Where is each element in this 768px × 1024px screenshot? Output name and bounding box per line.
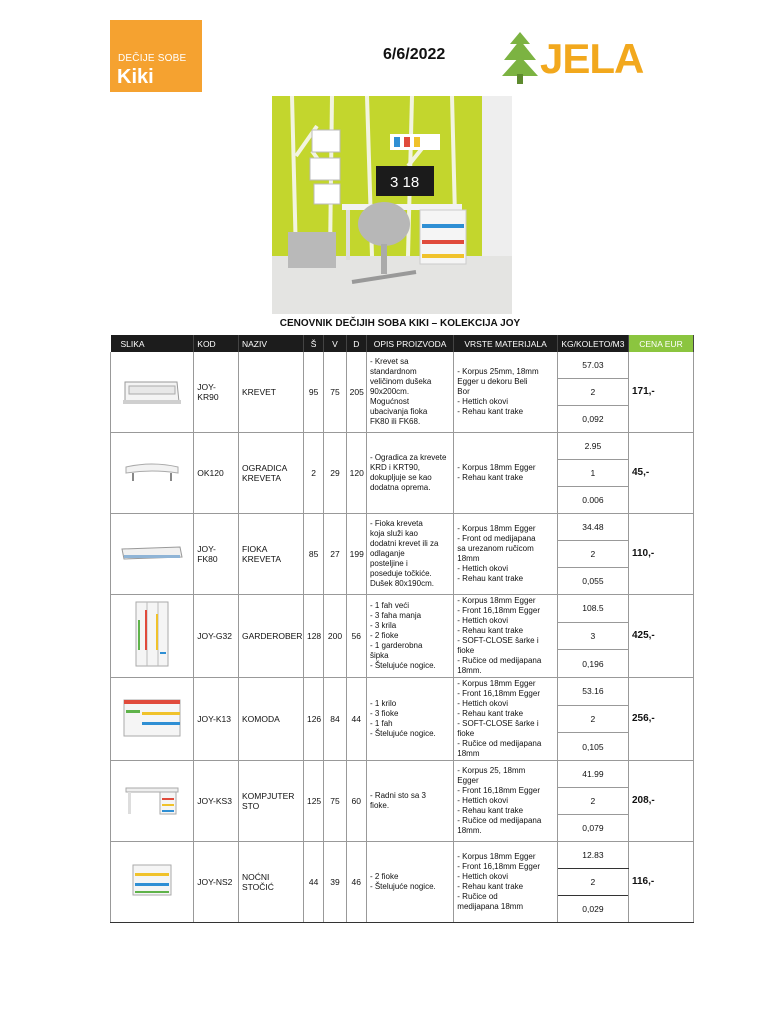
volume-m3: 0,079	[557, 815, 628, 842]
dimension-height: 39	[324, 842, 346, 923]
weight-kg: 34.48	[557, 514, 628, 541]
opis-line: Dušek 80x190cm.	[369, 579, 434, 588]
col-header-cena: CENA EUR	[628, 335, 693, 352]
opis-line: - Krevet sa	[369, 357, 409, 366]
volume-m3: 0,029	[557, 896, 628, 923]
opis-line: - Radni sto sa 3	[369, 791, 426, 800]
opis-line: - Štelujuće nogice.	[369, 882, 436, 891]
kiki-logo	[110, 20, 202, 92]
mat-line: 18mm	[457, 749, 480, 758]
dimension-height: 75	[324, 352, 346, 433]
mat-line: - Hettich okovi	[457, 564, 508, 573]
product-code: JOY-KR90	[194, 352, 239, 433]
price-eur: 425,-	[628, 595, 693, 678]
opis-line: - Štelujuće nogice.	[369, 729, 436, 738]
package-count: 1	[557, 460, 628, 487]
mat-line: 18mm.	[457, 826, 482, 835]
weight-kg: 57.03	[557, 352, 628, 379]
opis-line: - Štelujuće nogice.	[369, 661, 436, 670]
bed-image	[121, 400, 183, 410]
mat-line: - Hettich okovi	[457, 699, 508, 708]
price-eur: 256,-	[628, 678, 693, 761]
product-name: KOMODA	[238, 678, 303, 761]
product-name: KREVET	[238, 352, 303, 433]
product-description	[366, 595, 453, 678]
dimension-depth: 120	[346, 433, 366, 514]
mat-line: - Hettich okovi	[457, 796, 508, 805]
product-materials	[454, 678, 558, 761]
opis-line: - Fioka kreveta	[369, 519, 423, 528]
opis-line: veličinom dušeka	[369, 377, 432, 386]
package-count: 3	[557, 622, 628, 650]
mat-line: fioke	[457, 729, 475, 738]
dimension-height: 27	[324, 514, 346, 595]
opis-line: - 3 krila	[369, 621, 397, 630]
dimension-width: 126	[303, 678, 323, 761]
room-photo	[272, 96, 512, 314]
mat-line: - Front od medijapana	[457, 534, 536, 543]
col-header-dubina: D	[346, 335, 366, 352]
col-header-kg: KG/KOLETO/M3	[557, 335, 628, 352]
mat-line: - Rehau kant trake	[457, 574, 524, 583]
dimension-width: 125	[303, 761, 323, 842]
product-materials	[454, 842, 558, 923]
product-code: JOY-K13	[194, 678, 239, 761]
mat-line: - Ručice od	[457, 892, 498, 901]
opis-line: 90x200cm.	[369, 387, 410, 396]
mat-line: - Rehau kant trake	[457, 407, 524, 416]
opis-line: - 1 krilo	[369, 699, 397, 708]
col-header-slika: SLIKA	[111, 335, 194, 352]
product-name: OGRADICA KREVETA	[238, 433, 303, 514]
mat-line: - Korpus 25, 18mm	[457, 766, 526, 775]
opis-line: FK80 ili FK68.	[369, 417, 421, 426]
dimension-height: 29	[324, 433, 346, 514]
product-name: KOMPJUTER STO	[238, 761, 303, 842]
jela-tree-icon	[500, 30, 540, 86]
mat-line: - Korpus 18mm Egger	[457, 524, 536, 533]
price-eur: 45,-	[628, 433, 693, 514]
table-row	[111, 433, 694, 460]
wardrobe-image	[132, 662, 172, 672]
mat-line: - Rehau kant trake	[457, 473, 524, 482]
table-row	[111, 761, 694, 788]
dimension-width: 85	[303, 514, 323, 595]
mat-line: - Korpus 18mm Egger	[457, 852, 536, 861]
product-image	[111, 761, 194, 842]
mat-line: - SOFT-CLOSE šarke i	[457, 636, 539, 645]
volume-m3: 0.006	[557, 487, 628, 514]
mat-line: - Front 16,18mm Egger	[457, 606, 540, 615]
kiki-logo-subtitle: DEČIJE SOBE	[118, 53, 187, 64]
mat-line: Egger	[457, 776, 479, 785]
product-description	[366, 433, 453, 514]
price-eur: 110,-	[628, 514, 693, 595]
mat-line: - Korpus 25mm, 18mm	[457, 367, 539, 376]
kiki-logo-title: Kiki	[117, 66, 154, 88]
table-header-row	[111, 335, 694, 352]
opis-line: - Ogradica za krevete	[369, 453, 447, 462]
opis-line: - 1 fah	[369, 719, 393, 728]
mat-line: Bor	[457, 387, 470, 396]
dimension-width: 95	[303, 352, 323, 433]
mat-line: - Ručice od medijapana	[457, 656, 542, 665]
opis-line: poseduje točkiće.	[369, 569, 432, 578]
product-code: JOY-KS3	[194, 761, 239, 842]
mat-line: - Front 16,18mm Egger	[457, 862, 540, 871]
package-count: 2	[557, 541, 628, 568]
product-image	[111, 433, 194, 514]
mat-line: - Ručice od medijapana	[457, 739, 542, 748]
col-header-naziv: NAZIV	[238, 335, 303, 352]
opis-line: - 1 fah veći	[369, 601, 410, 610]
mat-line: - Korpus 18mm Egger	[457, 596, 536, 605]
table-row	[111, 514, 694, 541]
mat-line: - SOFT-CLOSE šarke i	[457, 719, 539, 728]
document-title: CENOVNIK DEČIJIH SOBA KIKI – KOLEKCIJA JOY	[279, 318, 521, 329]
volume-m3: 0,196	[557, 650, 628, 678]
table-row	[111, 595, 694, 623]
opis-line: koja služi kao	[369, 529, 418, 538]
opis-line: Mogućnost	[369, 397, 410, 406]
mat-line: - Korpus 18mm Egger	[457, 679, 536, 688]
price-eur: 116,-	[628, 842, 693, 923]
opis-line: dodatni krevet ili za	[369, 539, 439, 548]
dimension-width: 2	[303, 433, 323, 514]
opis-line: posteljine i	[369, 559, 408, 568]
opis-line: KRD i KRT90,	[369, 463, 421, 472]
package-count: 2	[557, 705, 628, 733]
price-eur: 171,-	[628, 352, 693, 433]
document-date: 6/6/2022	[383, 46, 446, 63]
product-image	[111, 678, 194, 761]
product-description	[366, 352, 453, 433]
product-description	[366, 842, 453, 923]
col-header-materijal: VRSTE MATERIJALA	[454, 335, 558, 352]
opis-line: fioke.	[369, 801, 390, 810]
dimension-depth: 56	[346, 595, 366, 678]
mat-line: - Rehau kant trake	[457, 806, 524, 815]
mat-line: - Hettich okovi	[457, 616, 508, 625]
weight-kg: 108.5	[557, 595, 628, 623]
weight-kg: 12.83	[557, 842, 628, 869]
volume-m3: 0,055	[557, 568, 628, 595]
product-image	[111, 514, 194, 595]
product-name: FIOKA KREVETA	[238, 514, 303, 595]
package-count: 2	[557, 379, 628, 406]
package-count: 2	[557, 869, 628, 896]
product-code: JOY-NS2	[194, 842, 239, 923]
package-count: 2	[557, 788, 628, 815]
product-code: OK120	[194, 433, 239, 514]
product-materials	[454, 514, 558, 595]
jela-logo	[500, 30, 670, 86]
col-header-sirina: Š	[303, 335, 323, 352]
mat-line: - Front 16,18mm Egger	[457, 689, 540, 698]
dimension-depth: 44	[346, 678, 366, 761]
weight-kg: 41.99	[557, 761, 628, 788]
col-header-kod: KOD	[194, 335, 239, 352]
price-table	[110, 335, 694, 923]
dimension-depth: 60	[346, 761, 366, 842]
dimension-depth: 46	[346, 842, 366, 923]
opis-line: - 1 garderobna	[369, 641, 423, 650]
product-code: JOY-FK80	[194, 514, 239, 595]
volume-m3: 0,092	[557, 406, 628, 433]
mat-line: 18mm	[457, 554, 480, 563]
opis-line: šipka	[369, 651, 389, 660]
mat-line: - Rehau kant trake	[457, 709, 524, 718]
dimension-depth: 205	[346, 352, 366, 433]
product-materials	[454, 433, 558, 514]
table-row	[111, 842, 694, 869]
product-description	[366, 514, 453, 595]
mat-line: sa urezanom ručicom	[457, 544, 534, 553]
opis-line: standardnom	[369, 367, 417, 376]
bed-rail-image	[122, 477, 182, 487]
mat-line: - Front 16,18mm Egger	[457, 786, 540, 795]
nightstand-image	[129, 893, 175, 903]
dimension-width: 44	[303, 842, 323, 923]
product-image	[111, 352, 194, 433]
col-header-visina: V	[324, 335, 346, 352]
mat-line: - Hettich okovi	[457, 872, 508, 881]
dimension-depth: 199	[346, 514, 366, 595]
dimension-height: 200	[324, 595, 346, 678]
table-row	[111, 352, 694, 379]
mat-line: - Hettich okovi	[457, 397, 508, 406]
product-code: JOY-G32	[194, 595, 239, 678]
opis-line: - 2 fioke	[369, 631, 399, 640]
product-materials	[454, 595, 558, 678]
mat-line: - Ručice od medijapana	[457, 816, 542, 825]
mat-line: 18mm.	[457, 666, 482, 675]
dresser-image	[122, 732, 182, 742]
mat-line: Egger u dekoru Beli	[457, 377, 528, 386]
product-image	[111, 842, 194, 923]
mat-line: - Rehau kant trake	[457, 882, 524, 891]
product-description	[366, 678, 453, 761]
opis-line: odlaganje	[369, 549, 405, 558]
jela-logo-text: JELA	[540, 35, 644, 82]
product-name: GARDEROBER	[238, 595, 303, 678]
weight-kg: 53.16	[557, 678, 628, 706]
product-materials	[454, 761, 558, 842]
monitor-clock: 3 18	[390, 174, 420, 191]
weight-kg: 2.95	[557, 433, 628, 460]
col-header-opis: OPIS PROIZVODA	[366, 335, 453, 352]
mat-line: - Rehau kant trake	[457, 626, 524, 635]
volume-m3: 0,105	[557, 733, 628, 761]
opis-line: dokupljuje se kao	[369, 473, 432, 482]
drawer-image	[120, 555, 184, 565]
product-materials	[454, 352, 558, 433]
opis-line: - 3 fioke	[369, 709, 399, 718]
product-name: NOĆNI STOČIĆ	[238, 842, 303, 923]
opis-line: - 2 fioke	[369, 872, 399, 881]
mat-line: medijapana 18mm	[457, 902, 524, 911]
opis-line: ubacivanja fioka	[369, 407, 428, 416]
product-description	[366, 761, 453, 842]
product-image	[111, 595, 194, 678]
desk-image	[124, 810, 180, 820]
mat-line: - Korpus 18mm Egger	[457, 463, 536, 472]
dimension-height: 75	[324, 761, 346, 842]
table-row	[111, 678, 694, 706]
dimension-height: 84	[324, 678, 346, 761]
opis-line: - 3 faha manja	[369, 611, 422, 620]
mat-line: fioke	[457, 646, 475, 655]
price-eur: 208,-	[628, 761, 693, 842]
opis-line: dodatna oprema.	[369, 483, 431, 492]
dimension-width: 128	[303, 595, 323, 678]
